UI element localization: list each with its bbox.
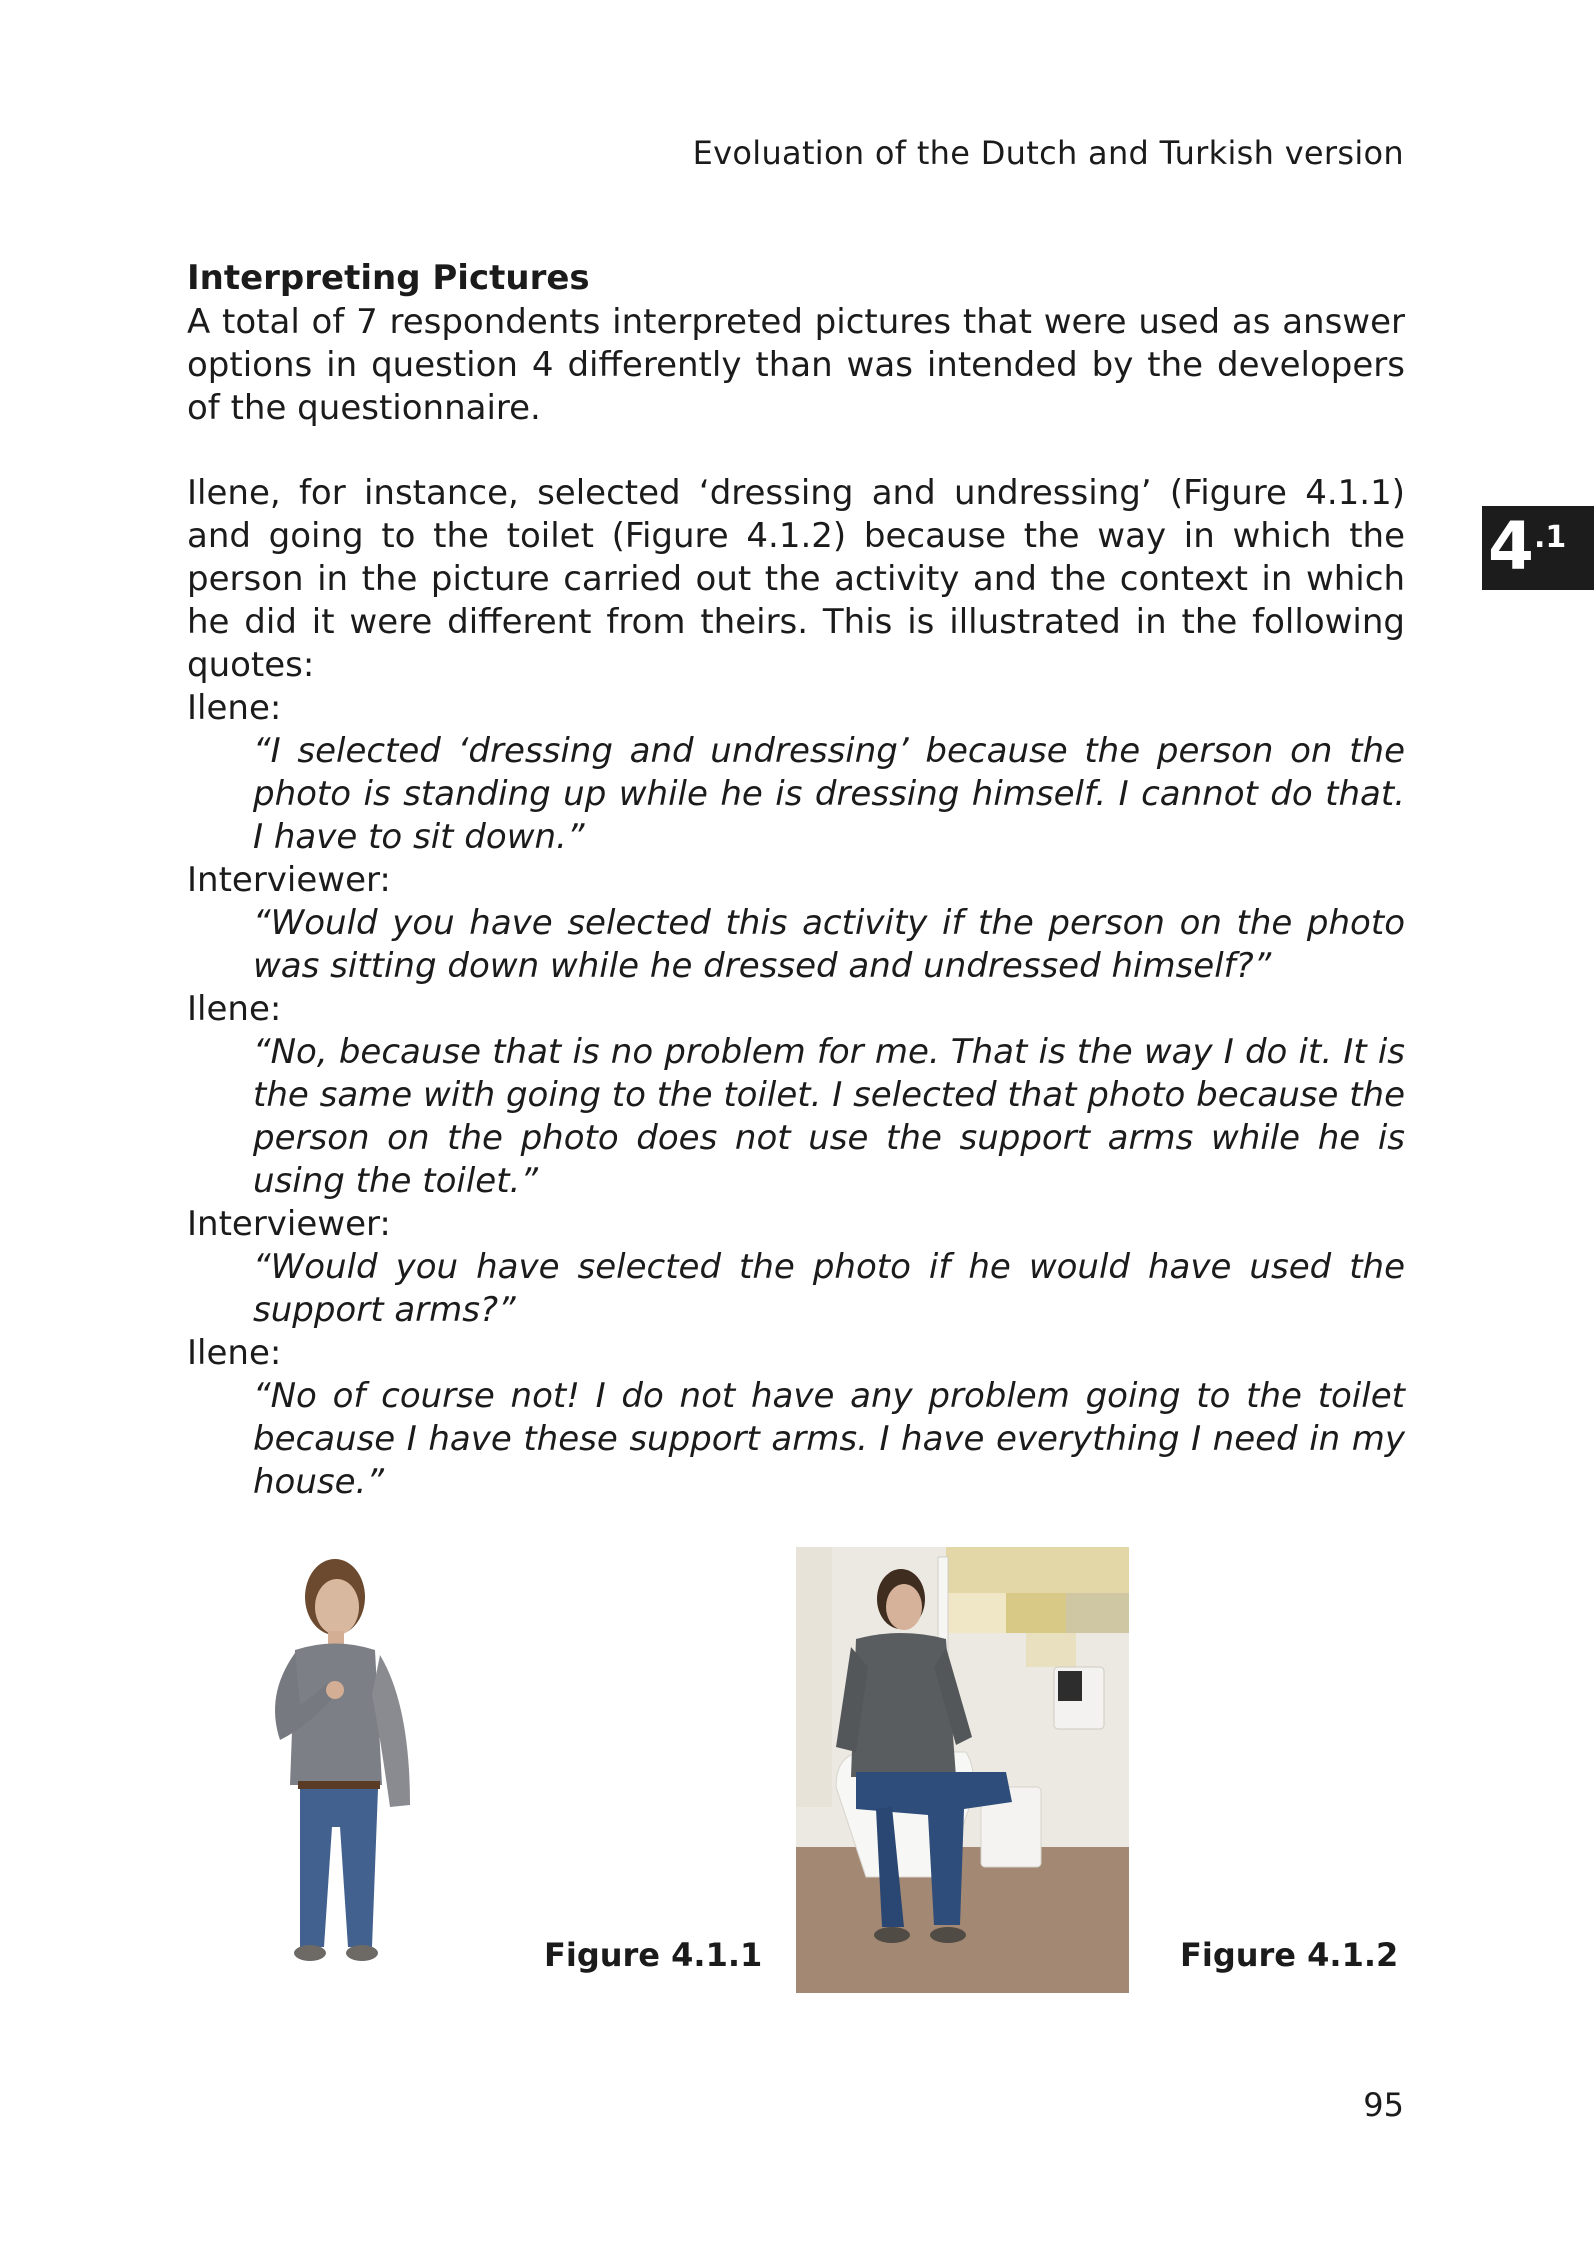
quote: “No of course not! I do not have any problem going to the toilet because I have these support arms. I have everything I need in my house.” [253,1376,1405,1502]
speaker-label: Interviewer: [187,1204,391,1244]
intro-paragraph: A total of 7 respondents interpreted pictures that were used as answer options in question 4 differently than was intended by the developers of the questionnaire. [187,302,1405,428]
figure-caption: Figure 4.1.1 [544,1936,763,1974]
quote: “No, because that is no problem for me. That is the way I do it. It is the same with going to the toilet. I selected that photo because the person on the photo does not use the support arms while he is using the toilet.” [253,1032,1405,1201]
chapter-tab [1482,506,1594,590]
speaker-label: Interviewer: [187,860,391,900]
figure-dressing-photo [240,1555,430,1975]
speaker-label: Ilene: [187,989,282,1029]
interview-transcript [187,687,1405,1504]
chapter-number: 4 [1488,508,1534,585]
figure-toilet-photo [796,1547,1129,1993]
context-paragraph: Ilene, for instance, selected ‘dressing and undressing’ (Figure 4.1.1) and going to the toilet (Figure 4.1.2) because the way in which the person in the picture carried out the activity and the context in which he did it were different from theirs. This is illustrated in the following quotes: [187,473,1405,685]
speaker-label: Ilene: [187,688,282,728]
figure-caption: Figure 4.1.2 [1180,1936,1399,1974]
quote: “I selected ‘dressing and undressing’ because the person on the photo is standing up while he is dressing himself. I cannot do that. I have to sit down.” [253,731,1405,857]
section-heading: Interpreting Pictures [187,258,590,298]
quote: “Would you have selected this activity if the person on the photo was sitting down while he dressed and undressed himself?” [253,903,1405,986]
running-head: Evoluation of the Dutch and Turkish version [692,134,1404,172]
page-number: 95 [1363,2086,1404,2124]
quote: “Would you have selected the photo if he would have used the support arms?” [253,1247,1405,1330]
section-number: .1 [1534,520,1567,555]
speaker-label: Ilene: [187,1333,282,1373]
